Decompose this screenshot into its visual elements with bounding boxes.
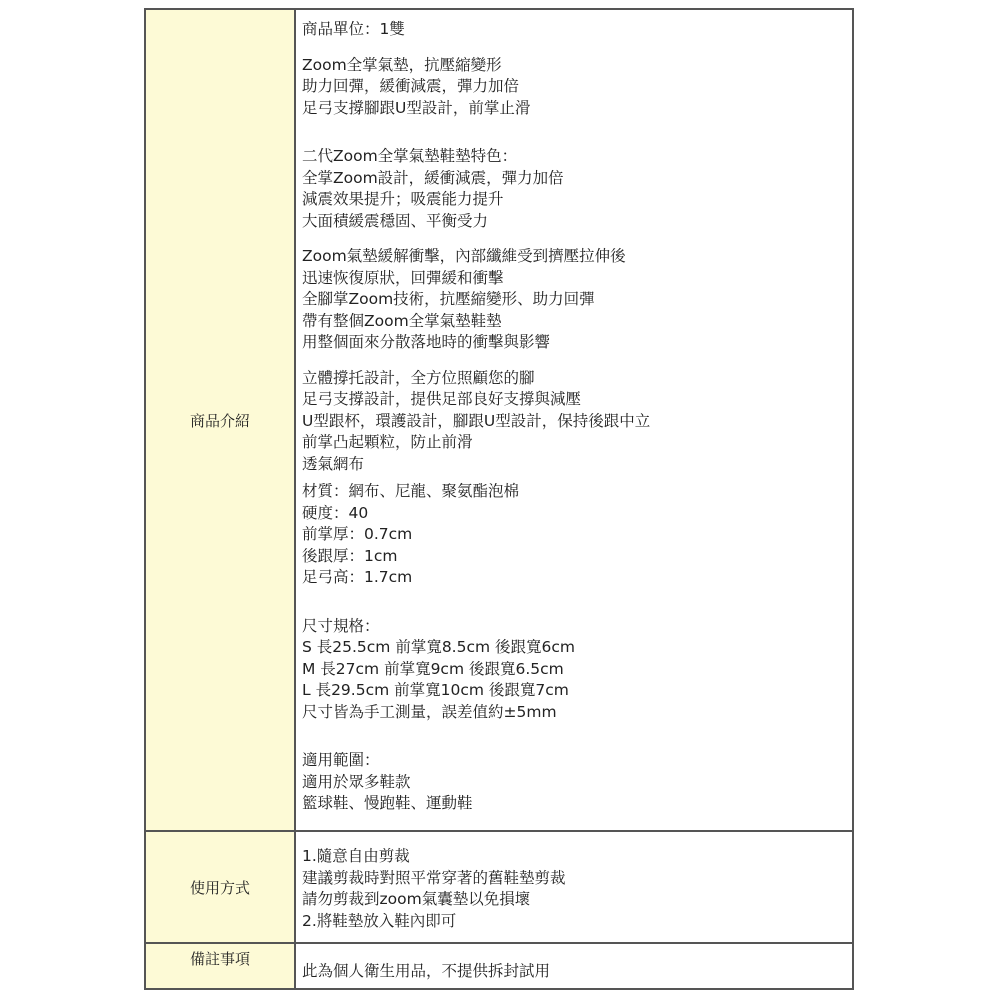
text-line: 全腳掌Zoom技術，抗壓縮變形、助力回彈 bbox=[302, 290, 595, 308]
text-line: 尺寸皆為手工測量，誤差值約±5mm bbox=[302, 702, 557, 721]
text-line: S 長25.5cm 前掌寬8.5cm 後跟寬6cm bbox=[302, 638, 576, 656]
product-info-table bbox=[144, 8, 854, 990]
text-group bbox=[302, 368, 846, 476]
row-notes bbox=[146, 942, 852, 988]
text-line: 足弓支撐腳跟U型設計，前掌止滑 bbox=[302, 98, 531, 117]
text-group bbox=[302, 55, 846, 120]
text-line: 請勿剪裁到zoom氣囊墊以免損壞 bbox=[302, 890, 531, 908]
text-line: 透氣網布 bbox=[302, 454, 365, 473]
row-product-intro bbox=[146, 10, 852, 830]
text-line: 建議剪裁時對照平常穿著的舊鞋墊剪裁 bbox=[302, 868, 566, 887]
text-line: 減震效果提升；吸震能力提升 bbox=[302, 190, 504, 208]
text-line: 硬度：40 bbox=[302, 503, 369, 522]
text-group bbox=[302, 19, 846, 41]
text-line: 適用範圍： bbox=[302, 751, 380, 769]
text-line: 前掌凸起顆粒，防止前滑 bbox=[302, 433, 473, 451]
text-group bbox=[302, 846, 846, 932]
text-line: 適用於眾多鞋款 bbox=[302, 772, 411, 791]
text-group bbox=[302, 481, 846, 589]
text-group bbox=[302, 750, 846, 815]
text-line: Zoom全掌氣墊，抗壓縮變形 bbox=[302, 55, 502, 74]
text-line: 迅速恢復原狀，回彈緩和衝擊 bbox=[302, 268, 504, 287]
text-line: 2.將鞋墊放入鞋內即可 bbox=[302, 911, 457, 930]
row-label-usage: 使用方式 bbox=[146, 832, 296, 942]
text-group bbox=[302, 246, 846, 354]
text-group bbox=[302, 616, 846, 724]
text-line: 材質：網布、尼龍、聚氨酯泡棉 bbox=[302, 482, 520, 500]
text-line: 籃球鞋、慢跑鞋、運動鞋 bbox=[302, 794, 473, 812]
text-line: 此為個人衛生用品，不提供拆封試用 bbox=[302, 962, 551, 980]
text-line: M 長27cm 前掌寬9cm 後跟寬6.5cm bbox=[302, 659, 564, 678]
text-line: 用整個面來分散落地時的衝擊與影響 bbox=[302, 333, 551, 351]
text-line: 立體撐托設計，全方位照顧您的腳 bbox=[302, 368, 535, 387]
text-line: L 長29.5cm 前掌寬10cm 後跟寬7cm bbox=[302, 681, 569, 699]
text-line: 足弓支撐設計，提供足部良好支撐與減壓 bbox=[302, 390, 582, 408]
text-line: U型跟杯，環護設計，腳跟U型設計，保持後跟中立 bbox=[302, 411, 651, 430]
text-line: 足弓高：1.7cm bbox=[302, 568, 413, 586]
text-line: 大面積緩震穩固、平衡受力 bbox=[302, 211, 489, 230]
text-line: 尺寸規格： bbox=[302, 616, 380, 635]
text-line: 1.隨意自由剪裁 bbox=[302, 847, 410, 865]
text-line: 帶有整個Zoom全掌氣墊鞋墊 bbox=[302, 311, 502, 330]
row-label-product-intro: 商品介紹 bbox=[146, 10, 296, 830]
row-label-notes: 備註事項 bbox=[146, 944, 296, 988]
text-group bbox=[302, 961, 846, 983]
usage-content bbox=[296, 832, 852, 942]
text-line: Zoom氣墊緩解衝擊，內部纖維受到擠壓拉伸後 bbox=[302, 247, 626, 265]
notes-content bbox=[296, 944, 852, 988]
text-line: 助力回彈，緩衝減震，彈力加倍 bbox=[302, 77, 520, 95]
product-intro-content bbox=[296, 10, 852, 830]
text-group bbox=[302, 146, 846, 232]
text-line: 全掌Zoom設計，緩衝減震，彈力加倍 bbox=[302, 168, 564, 187]
text-line: 二代Zoom全掌氣墊鞋墊特色： bbox=[302, 147, 518, 165]
row-usage bbox=[146, 830, 852, 942]
text-line: 商品單位：1雙 bbox=[302, 20, 405, 38]
text-line: 前掌厚：0.7cm bbox=[302, 525, 413, 543]
text-line: 後跟厚：1cm bbox=[302, 546, 398, 565]
